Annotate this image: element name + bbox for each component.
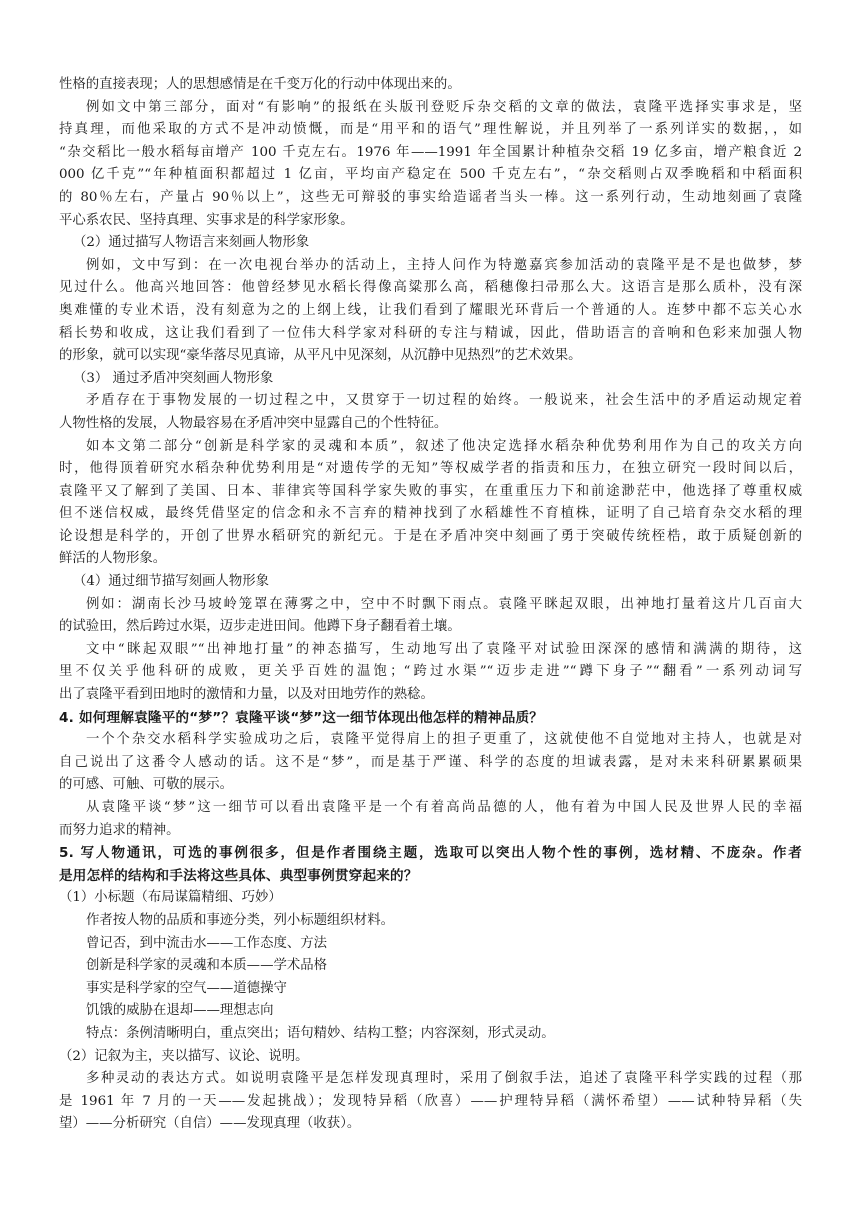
text-line: 出了袁隆平看到田地时的激情和力量，以及对田地劳作的熟稔。 xyxy=(59,687,434,703)
text-line: 的可感、可触、可敬的展示。 xyxy=(59,777,234,793)
paragraph-start: 文中“眯起双眼”“出神地打量”的神态描写，生动地写出了袁隆平对试验田深深的感情和满满的期待，这 xyxy=(86,641,802,657)
text-line: 性格的直接表现；人的思想感情是在千变万化的行动中体现出来的。 xyxy=(59,77,461,92)
text-line: 见过什么。他高兴地回答：他曾经梦见水稻长得像高粱那么高，稻穗像扫帚那么大。这语言是那么质朴，没有深 xyxy=(59,280,802,296)
paragraph-start: 例如，文中写到：在一次电视台举办的活动上，主持人问作为特邀嘉宾参加活动的袁隆平是不是也做梦，梦 xyxy=(86,257,802,273)
question-heading: 5. 写人物通讯，可选的事例很多，但是作者围绕主题，选取可以突出人物个性的事例，选材精、不庞杂。作者 xyxy=(59,845,802,862)
text-line: 里不仅关乎他科研的成败，更关乎百姓的温饱；“跨过水渠”“迈步走进”“蹲下身子”“翻看”一系列动词写 xyxy=(59,664,802,680)
text-line: 而努力追求的精神。 xyxy=(59,822,180,838)
section-heading: （4）通过细节描写刻画人物形象 xyxy=(73,574,269,590)
text-line: 鲜活的人物形象。 xyxy=(59,551,167,567)
text-line: 000 亿千克”“年种植面积都超过 1 亿亩，平均亩产稳定在 500 千克左右”，“杂交稻则占双季晚稻和中稻面积 xyxy=(59,167,802,183)
paragraph-start: 矛盾存在于事物发展的一切过程之中，又贯穿于一切过程的始终。一般说来，社会生活中的矛盾运动规定着 xyxy=(86,393,802,409)
text-line: 望）——分析研究（自信）——发现真理（收获）。 xyxy=(59,1116,361,1132)
paragraph-start: 如本文第二部分“创新是科学家的灵魂和本质”，叙述了他决定选择水稻杂种优势利用作为自己的攻关方向 xyxy=(86,438,802,454)
text-line: “杂交稻比一般水稻每亩增产 100 千克左右。1976 年——1991 年全国累计种植杂交稻 19 亿多亩，增产粮食近 2 xyxy=(59,144,802,160)
text-line: 的形象，就可以实现“豪华落尽见真谛，从平凡中见深刻，从沉静中见热烈”的艺术效果。 xyxy=(59,348,582,364)
text-line: 奥难懂的专业术语，没有刻意为之的上纲上线，让我们看到了耀眼光环背后一个普通的人。连梦中都不忘关心水 xyxy=(59,302,802,318)
subtitle-item: 饥饿的威胁在退却——理想志向 xyxy=(86,1003,274,1019)
subtitle-item: 创新是科学家的灵魂和本质——学术品格 xyxy=(86,958,328,974)
text-line: 但不迷信权威，最终凭借坚定的信念和永不言弃的精神找到了水稻雄性不育植株，证明了自己培育杂交水稻的理 xyxy=(59,506,802,522)
section-heading: （2）通过描写人物语言来刻画人物形象 xyxy=(73,235,310,251)
text-line: 稻长势和收成，这让我们看到了一位伟大科学家对科研的专注与精诚，因此，借助语言的音响和色彩来加强人物 xyxy=(59,325,802,341)
text-line: 特点：条例清晰明白，重点突出；语句精妙、结构工整；内容深刻，形式灵动。 xyxy=(86,1025,555,1041)
paragraph-start: 例如：湖南长沙马坡岭笼罩在薄雾之中，空中不时飘下雨点。袁隆平眯起双眼，出神地打量着这片几百亩大 xyxy=(86,596,802,612)
text-line: 时，他得顶着研究水稻杂种优势利用是“对遗传学的无知”等权威学者的指责和压力，在独立研究一段时间以后， xyxy=(59,461,802,477)
paragraph-start: 从袁隆平谈“梦”这一细节可以看出袁隆平是一个有着高尚品德的人，他有着为中国人民及世界人民的幸福 xyxy=(86,800,802,815)
text-line: 袁隆平又了解到了美国、日本、菲律宾等国科学家失败的事实，在重重压力下和前途渺茫中，他选择了尊重权威 xyxy=(59,483,802,499)
text-line: 平心系农民、坚持真理、实事求是的科学家形象。 xyxy=(59,212,354,228)
paragraph-start: 一个个杂交水稻科学实验成功之后，袁隆平觉得肩上的担子更重了，这就使他不自觉地对主持人，也就是对 xyxy=(86,732,802,748)
text-line: 持真理，而他采取的方式不是冲动愤慨，而是“用平和的语气”理性解说，并且列举了一系列详实的数据，，如 xyxy=(59,122,802,138)
text-line: 自己说出了这番令人感动的话。这不是“梦”，而是基于严谨、科学的态度的坦诚表露，是对未来科研累累硕果 xyxy=(59,754,802,770)
text-line: 作者按人物的品质和事迹分类，列小标题组织材料。 xyxy=(86,912,394,928)
section-heading: （3） 通过矛盾冲突刻画人物形象 xyxy=(73,370,274,386)
text-line: 人物性格的发展，人物最容易在矛盾冲突中显露自己的个性特征。 xyxy=(59,415,448,431)
text-line: 的试验田，然后跨过水渠，迈步走进田间。他蹲下身子翻看着土壤。 xyxy=(59,619,461,635)
subtitle-item: 事实是科学家的空气——道德操守 xyxy=(86,980,287,996)
text-line: 的 80％左右，产量占 90％以上”，这些无可辩驳的事实给造谣者当头一棒。这一系列行动，生动地刻画了袁隆 xyxy=(59,189,802,205)
subtitle-item: 曾记否，到中流击水——工作态度、方法 xyxy=(86,935,328,951)
text-line: 论设想是科学的，开创了世界水稻研究的新纪元。于是在矛盾冲突中刻画了勇于突破传统桎梏，敢于质疑创新的 xyxy=(59,528,802,544)
paragraph-start: 例如文中第三部分，面对“有影响”的报纸在头版刊登贬斥杂交稻的文章的做法，袁隆平选择实事求是，坚 xyxy=(86,99,802,115)
text-line: 是 1961 年 7 月的一天——发起挑战）；发现特异稻（欣喜）——护理特异稻（满怀希望）——试种特异稻（失 xyxy=(59,1093,802,1109)
section-heading: （1）小标题（布局谋篇精细、巧妙） xyxy=(59,890,282,906)
question-heading: 4. 如何理解袁隆平的“梦”？袁隆平谈“梦”这一细节体现出他怎样的精神品质？ xyxy=(59,709,544,726)
section-heading: （2）记叙为主，夹以描写、议论、说明。 xyxy=(59,1048,309,1064)
paragraph-start: 多种灵动的表达方式。如说明袁隆平是怎样发现真理时，采用了倒叙手法，追述了袁隆平科学实践的过程（那 xyxy=(86,1071,802,1087)
question-heading-cont: 是用怎样的结构和手法将这些具体、典型事例贯穿起来的？ xyxy=(59,867,418,884)
